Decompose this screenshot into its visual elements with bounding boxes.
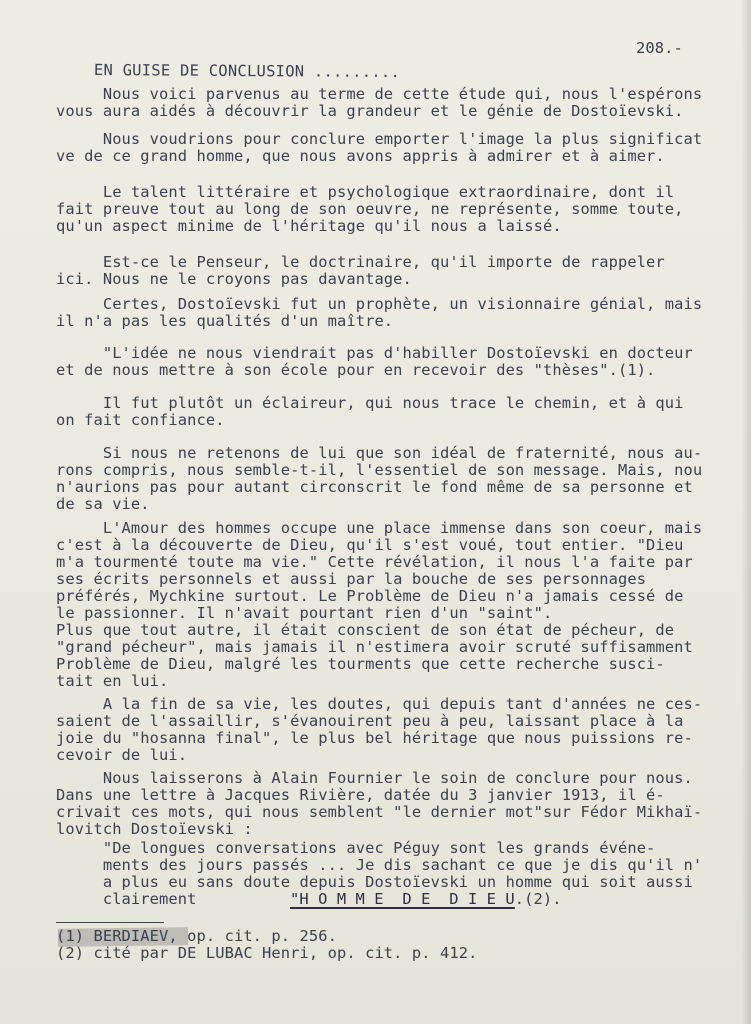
paragraph-1: Nous voici parvenus au terme de cette étude qui, nous l'espérons vous aura aidés à découvrir la grandeur et le génie de Dostoïevski. [56, 85, 703, 120]
footnote-2: (2) cité par DE LUBAC Henri, op. cit. p. 412. [56, 944, 478, 962]
paragraph-4: Est-ce le Penseur, le doctrinaire, qu'il importe de rappeler ici. Nous ne le croyons pas davantage. [56, 253, 665, 288]
closing-line [290, 891, 562, 908]
paragraph-3: Le talent littéraire et psychologique extraordinaire, dont il fait preuve tout au long de son oeuvre, ne représente, somme toute, qu'un aspect minime de l'héritage qu'il nous a laissé. [56, 183, 684, 235]
footnote-1: (1) BERDIAEV, op. cit. p. 256. [56, 927, 337, 945]
paragraph-11: Nous laisserons à Alain Fournier le soin de conclure pour nous. Dans une lettre à Jacques Rivière, datée du 3 janvier 1913, il é- crivait ces mots, qui nous semblent "le dernier mot"sur Fédor Mikhaï- lovitch Dostoïevski : [56, 769, 703, 838]
closing-emphasis: "H O M M E D E D I E U [290, 890, 515, 908]
page-number: 208.- [636, 39, 683, 57]
paragraph-6: "L'idée ne nous viendrait pas d'habiller Dostoïevski en docteur et de nous mettre à son école pour en recevoir des "thèses".(1). [56, 344, 693, 379]
paragraph-5: Certes, Dostoïevski fut un prophète, un visionnaire génial, mais il n'a pas les qualités d'un maître. [56, 295, 703, 330]
paragraph-7: Il fut plutôt un éclaireur, qui nous trace le chemin, et à qui on fait confiance. [56, 394, 684, 429]
paragraph-9: L'Amour des hommes occupe une place immense dans son coeur, mais c'est à la découverte de Dieu, qu'il s'est voué, tout entier. "Dieu m'a tourmenté toute ma vie." Cette révélation, il nous l'a faite par ses écrits personnels et aussi par la bouche de ses personnages préférés, Mychkine surtout. Le Problème de Dieu n'a jamais cessé de le passionner. Il n'avait pourtant rien d'un "saint". Plus que tout autre, il était conscient de son état de pécheur, de "grand pécheur", mais jamais il n'estimera avoir scruté suffisamment Problème de Dieu, malgré les tourments que cette recherche susci- tait en lui. [56, 519, 703, 690]
page-edge-shadow [741, 0, 751, 1024]
paragraph-8: Si nous ne retenons de lui que son idéal de fraternité, nous au- rons compris, nous semble-t-il, l'essentiel de son message. Mais, nou n'aurions pas pour autant circonscrit le fond même de sa personne et de sa vie. [56, 444, 703, 513]
quotation: "De longues conversations avec Péguy sont les grands événe- ments des jours passés ... Je dis sachant ce que je dis qu'il n' a plus eu sans doute depuis Dostoïevski un homme qui soit aussi clairement [102, 839, 703, 908]
paragraph-2: Nous voudrions pour conclure emporter l'image la plus significat ve de ce grand homme, que nous avons appris à admirer et à aimer. [56, 130, 703, 165]
paragraph-10: A la fin de sa vie, les doutes, qui depuis tant d'années ne ces- saient de l'assaillir, s'évanouirent peu à peu, laissant place à la joie du "hosanna final", le plus bel héritage que nous puissions re- cevoir de lui. [56, 695, 703, 764]
section-heading: EN GUISE DE CONCLUSION ......... [93, 61, 401, 82]
footnote-divider [56, 922, 164, 923]
closing-tail: .(2). [514, 890, 562, 908]
